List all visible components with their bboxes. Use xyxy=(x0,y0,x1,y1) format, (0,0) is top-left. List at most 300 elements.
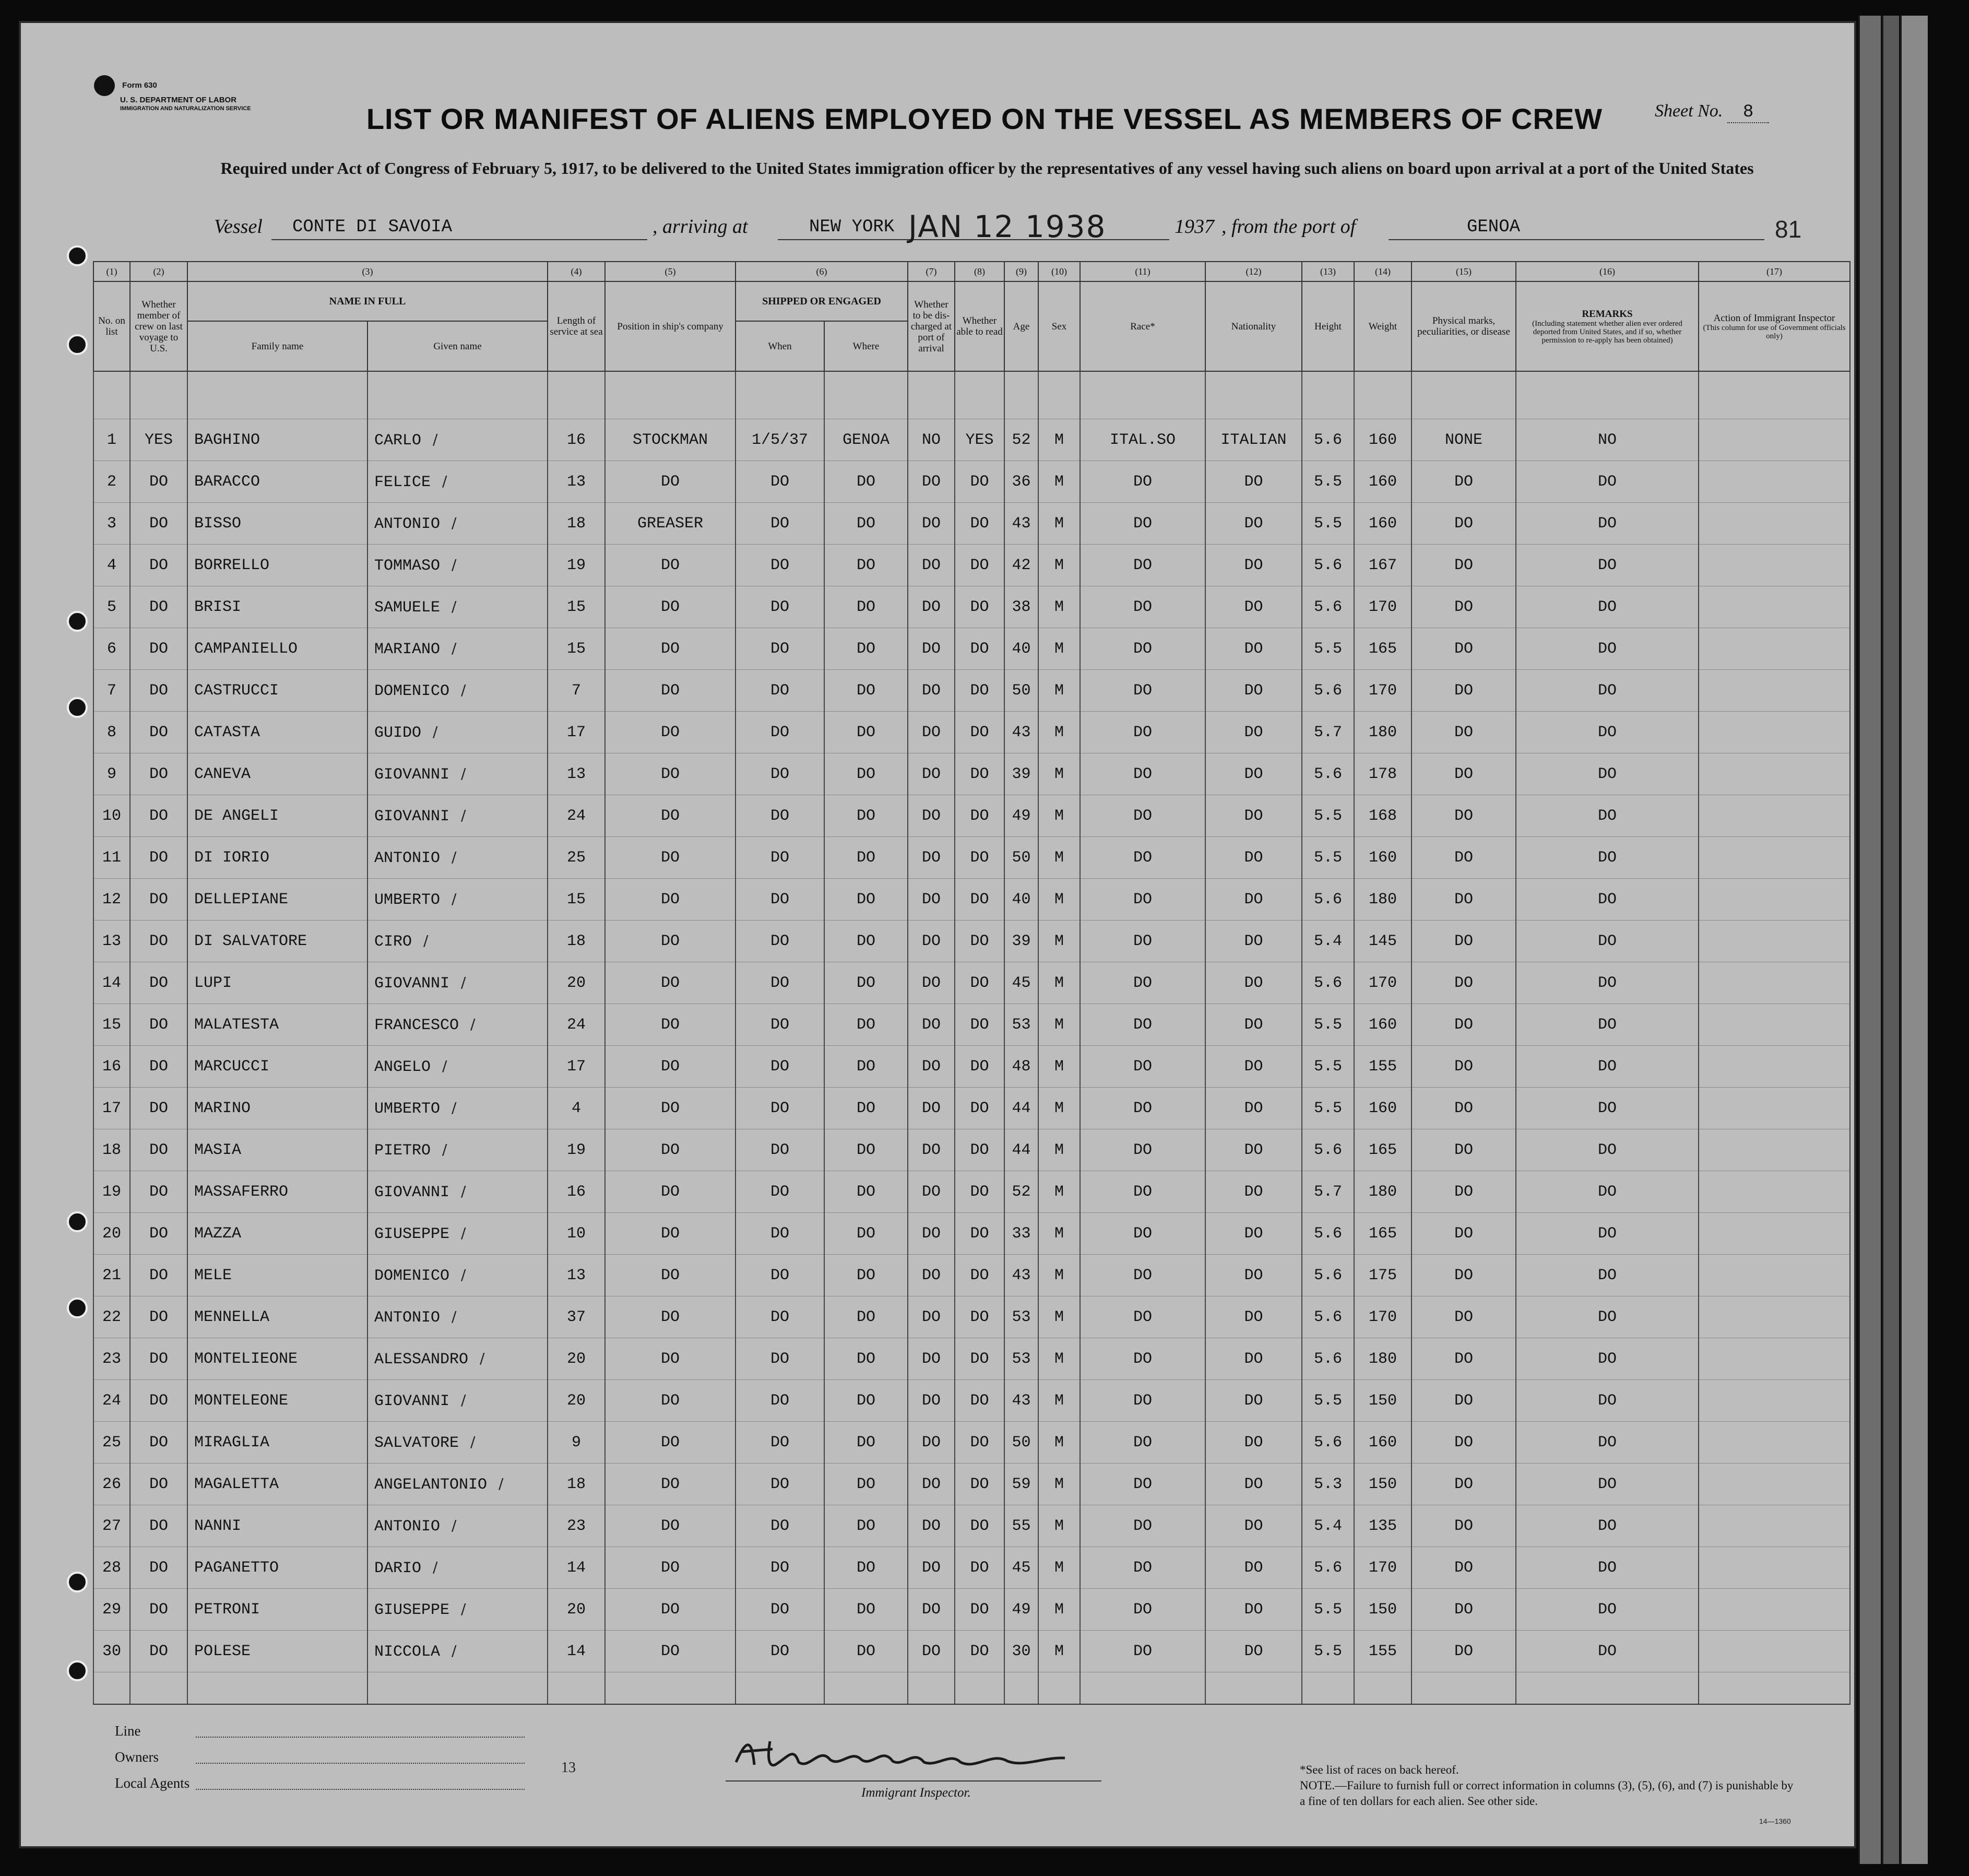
inspector-label: Immigrant Inspector. xyxy=(861,1786,971,1800)
cell-family-name: CAMPANIELLO xyxy=(187,628,367,670)
cell-remarks: DO xyxy=(1516,1422,1699,1464)
cell-height: 5.6 xyxy=(1302,1255,1354,1296)
cell-service: 19 xyxy=(548,1129,605,1171)
cell-read: DO xyxy=(955,1088,1004,1129)
cell-family-name: DE ANGELI xyxy=(187,795,367,837)
cell-family-name: MENNELLA xyxy=(187,1296,367,1338)
cell-remarks: DO xyxy=(1516,545,1699,586)
department-seal-icon xyxy=(94,75,115,96)
table-row xyxy=(93,795,1850,837)
cell-remarks: DO xyxy=(1516,879,1699,921)
col-header-age: Age xyxy=(1004,281,1038,371)
cell-last-voyage: YES xyxy=(130,419,187,461)
cell-physical: DO xyxy=(1411,1422,1516,1464)
cell-where: GENOA xyxy=(824,419,908,461)
cell-no: 27 xyxy=(93,1505,130,1547)
col-header-action: Action of Immigrant Inspector (This column for use of Government officials only) xyxy=(1699,281,1850,371)
page-subtitle: Required under Act of Congress of February 5, 1917, to be delivered to the United States immigration officer by the representatives of any vessel having such aliens on board upon arrival at a port of the United States xyxy=(220,159,1754,178)
cell-height: 5.6 xyxy=(1302,1338,1354,1380)
cell-read: DO xyxy=(955,1631,1004,1672)
cell-no: 5 xyxy=(93,586,130,628)
cell-race: DO xyxy=(1080,712,1205,753)
cell-given-name: FRANCESCO / xyxy=(367,1004,548,1046)
cell-service: 15 xyxy=(548,879,605,921)
cell-last-voyage: DO xyxy=(130,503,187,545)
cell-physical: DO xyxy=(1411,545,1516,586)
cell-no: 16 xyxy=(93,1046,130,1088)
cell-when: DO xyxy=(736,461,824,503)
col-num-15: (15) xyxy=(1411,262,1516,281)
cell-inspector-action xyxy=(1699,795,1850,837)
cell-service: 23 xyxy=(548,1505,605,1547)
cell-discharged: DO xyxy=(908,1088,955,1129)
cell-when: DO xyxy=(736,586,824,628)
table-row xyxy=(93,753,1850,795)
cell-sex: M xyxy=(1038,1255,1080,1296)
cell-race: DO xyxy=(1080,1129,1205,1171)
cell-where: DO xyxy=(824,712,908,753)
cell-family-name: CASTRUCCI xyxy=(187,670,367,712)
cell-height: 5.6 xyxy=(1302,1296,1354,1338)
cell-weight: 170 xyxy=(1354,670,1411,712)
check-mark-icon: / xyxy=(470,1433,476,1450)
check-mark-icon: / xyxy=(433,1558,438,1576)
col-header-family-name: Family name xyxy=(187,321,367,371)
table-row xyxy=(93,586,1850,628)
cell-race: DO xyxy=(1080,586,1205,628)
cell-position: DO xyxy=(605,1631,736,1672)
cell-remarks: DO xyxy=(1516,1380,1699,1422)
table-row xyxy=(93,1422,1850,1464)
cell-inspector-action xyxy=(1699,1631,1850,1672)
cell-no: 12 xyxy=(93,879,130,921)
cell-remarks: DO xyxy=(1516,1213,1699,1255)
cell-no: 11 xyxy=(93,837,130,879)
cell-inspector-action xyxy=(1699,921,1850,962)
cell-service: 17 xyxy=(548,1046,605,1088)
cell-physical: DO xyxy=(1411,795,1516,837)
check-mark-icon: / xyxy=(499,1474,504,1492)
cell-family-name: MELE xyxy=(187,1255,367,1296)
cell-position: DO xyxy=(605,712,736,753)
cell-race: DO xyxy=(1080,795,1205,837)
col-num-6: (6) xyxy=(736,262,908,281)
cell-sex: M xyxy=(1038,1505,1080,1547)
cell-physical: DO xyxy=(1411,1255,1516,1296)
cell-nationality: DO xyxy=(1205,628,1302,670)
binder-hole-icon xyxy=(67,1297,88,1318)
cell-weight: 175 xyxy=(1354,1255,1411,1296)
cell-weight: 170 xyxy=(1354,1547,1411,1589)
cell-inspector-action xyxy=(1699,1088,1850,1129)
cell-nationality: DO xyxy=(1205,1255,1302,1296)
form-department: U. S. DEPARTMENT OF LABOR xyxy=(120,96,237,104)
cell-sex: M xyxy=(1038,419,1080,461)
cell-no: 3 xyxy=(93,503,130,545)
cell-race: DO xyxy=(1080,921,1205,962)
cell-height: 5.6 xyxy=(1302,419,1354,461)
cell-height: 5.5 xyxy=(1302,1088,1354,1129)
cell-position: DO xyxy=(605,753,736,795)
cell-where: DO xyxy=(824,1088,908,1129)
cell-position: DO xyxy=(605,670,736,712)
cell-last-voyage: DO xyxy=(130,1171,187,1213)
cell-family-name: MONTELEONE xyxy=(187,1380,367,1422)
cell-where: DO xyxy=(824,586,908,628)
cell-inspector-action xyxy=(1699,712,1850,753)
cell-where: DO xyxy=(824,1171,908,1213)
cell-given-name: PIETRO / xyxy=(367,1129,548,1171)
cell-discharged: DO xyxy=(908,837,955,879)
cell-when: DO xyxy=(736,1213,824,1255)
cell-remarks: NO xyxy=(1516,419,1699,461)
cell-where: DO xyxy=(824,1129,908,1171)
cell-position: DO xyxy=(605,461,736,503)
cell-sex: M xyxy=(1038,586,1080,628)
cell-read: DO xyxy=(955,586,1004,628)
check-mark-icon: / xyxy=(433,430,438,448)
col-header-no: No. on list xyxy=(93,281,130,371)
cell-inspector-action xyxy=(1699,1380,1850,1422)
cell-remarks: DO xyxy=(1516,1046,1699,1088)
check-mark-icon: / xyxy=(461,806,466,824)
cell-no: 1 xyxy=(93,419,130,461)
cell-physical: DO xyxy=(1411,503,1516,545)
cell-weight: 180 xyxy=(1354,712,1411,753)
check-mark-icon: / xyxy=(452,597,457,615)
signature-rule xyxy=(726,1780,1101,1781)
cell-service: 14 xyxy=(548,1631,605,1672)
cell-discharged: DO xyxy=(908,795,955,837)
cell-service: 16 xyxy=(548,1171,605,1213)
cell-weight: 168 xyxy=(1354,795,1411,837)
cell-inspector-action xyxy=(1699,753,1850,795)
cell-sex: M xyxy=(1038,1296,1080,1338)
cell-race: DO xyxy=(1080,962,1205,1004)
cell-remarks: DO xyxy=(1516,1547,1699,1589)
cell-nationality: DO xyxy=(1205,1088,1302,1129)
cell-remarks: DO xyxy=(1516,1088,1699,1129)
cell-no: 25 xyxy=(93,1422,130,1464)
check-mark-icon: / xyxy=(452,1642,457,1659)
cell-sex: M xyxy=(1038,1129,1080,1171)
cell-given-name: GIUSEPPE / xyxy=(367,1589,548,1631)
cell-height: 5.4 xyxy=(1302,921,1354,962)
cell-race: DO xyxy=(1080,1505,1205,1547)
cell-height: 5.5 xyxy=(1302,1589,1354,1631)
col-header-nationality: Nationality xyxy=(1205,281,1302,371)
cell-where: DO xyxy=(824,1505,908,1547)
cell-service: 24 xyxy=(548,795,605,837)
cell-nationality: DO xyxy=(1205,1046,1302,1088)
cell-where: DO xyxy=(824,461,908,503)
col-header-weight: Weight xyxy=(1354,281,1411,371)
cell-race: DO xyxy=(1080,1046,1205,1088)
cell-physical: DO xyxy=(1411,879,1516,921)
cell-remarks: DO xyxy=(1516,1255,1699,1296)
cell-age: 45 xyxy=(1004,962,1038,1004)
arrival-date-stamp: JAN 12 1938 xyxy=(908,209,1107,244)
cell-discharged: DO xyxy=(908,586,955,628)
cell-given-name: FELICE / xyxy=(367,461,548,503)
cell-read: DO xyxy=(955,670,1004,712)
cell-when: DO xyxy=(736,1129,824,1171)
cell-age: 53 xyxy=(1004,1004,1038,1046)
cell-read: DO xyxy=(955,753,1004,795)
cell-last-voyage: DO xyxy=(130,1589,187,1631)
cell-family-name: BRISI xyxy=(187,586,367,628)
col-header-given-name: Given name xyxy=(367,321,548,371)
inspector-signature xyxy=(731,1736,1096,1773)
cell-discharged: DO xyxy=(908,1171,955,1213)
cell-inspector-action xyxy=(1699,461,1850,503)
cell-family-name: MASIA xyxy=(187,1129,367,1171)
cell-nationality: DO xyxy=(1205,1505,1302,1547)
cell-discharged: DO xyxy=(908,1046,955,1088)
cell-nationality: DO xyxy=(1205,1213,1302,1255)
cell-nationality: DO xyxy=(1205,1296,1302,1338)
cell-given-name: SAMUELE / xyxy=(367,586,548,628)
cell-family-name: LUPI xyxy=(187,962,367,1004)
table-row xyxy=(93,1004,1850,1046)
cell-sex: M xyxy=(1038,879,1080,921)
cell-weight: 165 xyxy=(1354,628,1411,670)
cell-remarks: DO xyxy=(1516,962,1699,1004)
cell-last-voyage: DO xyxy=(130,712,187,753)
cell-given-name: ANTONIO / xyxy=(367,837,548,879)
cell-no: 21 xyxy=(93,1255,130,1296)
vessel-label: Vessel xyxy=(214,216,263,238)
cell-position: STOCKMAN xyxy=(605,419,736,461)
cell-race: DO xyxy=(1080,1255,1205,1296)
cell-height: 5.5 xyxy=(1302,1046,1354,1088)
cell-when: DO xyxy=(736,1589,824,1631)
table-row xyxy=(93,921,1850,962)
cell-family-name: POLESE xyxy=(187,1631,367,1672)
cell-height: 5.4 xyxy=(1302,1505,1354,1547)
cell-where: DO xyxy=(824,837,908,879)
cell-physical: DO xyxy=(1411,753,1516,795)
cell-where: DO xyxy=(824,962,908,1004)
cell-last-voyage: DO xyxy=(130,921,187,962)
cell-physical: DO xyxy=(1411,1088,1516,1129)
table-row xyxy=(93,1255,1850,1296)
cell-service: 4 xyxy=(548,1088,605,1129)
cell-height: 5.6 xyxy=(1302,1213,1354,1255)
cell-family-name: DELLEPIANE xyxy=(187,879,367,921)
footer-fields xyxy=(99,1723,569,1801)
cell-position: DO xyxy=(605,586,736,628)
cell-given-name: ANTONIO / xyxy=(367,503,548,545)
col-num-1: (1) xyxy=(93,262,130,281)
cell-position: DO xyxy=(605,1296,736,1338)
cell-position: DO xyxy=(605,545,736,586)
cell-inspector-action xyxy=(1699,1547,1850,1589)
cell-age: 36 xyxy=(1004,461,1038,503)
cell-race: DO xyxy=(1080,1422,1205,1464)
cell-family-name: MARCUCCI xyxy=(187,1046,367,1088)
cell-discharged: DO xyxy=(908,1422,955,1464)
cell-race: DO xyxy=(1080,1380,1205,1422)
cell-read: DO xyxy=(955,545,1004,586)
cell-where: DO xyxy=(824,1296,908,1338)
cell-position: DO xyxy=(605,1088,736,1129)
cell-discharged: DO xyxy=(908,1631,955,1672)
cell-last-voyage: DO xyxy=(130,1088,187,1129)
col-num-17: (17) xyxy=(1699,262,1850,281)
cell-race: DO xyxy=(1080,1338,1205,1380)
cell-service: 37 xyxy=(548,1296,605,1338)
table-row xyxy=(93,837,1850,879)
cell-weight: 160 xyxy=(1354,1088,1411,1129)
penalty-note: NOTE.—Failure to furnish full or correct information in columns (3), (5), (6), and (7) is punishable by a fine of ten dollars for each alien. See other side. xyxy=(1300,1779,1794,1808)
cell-discharged: DO xyxy=(908,921,955,962)
cell-given-name: DOMENICO / xyxy=(367,1255,548,1296)
cell-given-name: CIRO / xyxy=(367,921,548,962)
cell-height: 5.5 xyxy=(1302,503,1354,545)
cell-sex: M xyxy=(1038,1088,1080,1129)
cell-no: 14 xyxy=(93,962,130,1004)
cell-nationality: DO xyxy=(1205,586,1302,628)
cell-age: 43 xyxy=(1004,1380,1038,1422)
cell-when: DO xyxy=(736,545,824,586)
cell-when: DO xyxy=(736,1338,824,1380)
cell-nationality: DO xyxy=(1205,545,1302,586)
table-row xyxy=(93,670,1850,712)
cell-no: 22 xyxy=(93,1296,130,1338)
cell-height: 5.6 xyxy=(1302,1129,1354,1171)
cell-age: 30 xyxy=(1004,1631,1038,1672)
cell-discharged: DO xyxy=(908,670,955,712)
cell-sex: M xyxy=(1038,1380,1080,1422)
cell-family-name: PAGANETTO xyxy=(187,1547,367,1589)
cell-age: 50 xyxy=(1004,670,1038,712)
page-number: 81 xyxy=(1775,216,1802,243)
cell-given-name: GIOVANNI / xyxy=(367,753,548,795)
cell-height: 5.6 xyxy=(1302,753,1354,795)
cell-remarks: DO xyxy=(1516,795,1699,837)
cell-physical: DO xyxy=(1411,1589,1516,1631)
cell-sex: M xyxy=(1038,795,1080,837)
cell-nationality: DO xyxy=(1205,1129,1302,1171)
col-header-race: Race* xyxy=(1080,281,1205,371)
binder-hole-icon xyxy=(67,611,88,632)
cell-physical: DO xyxy=(1411,586,1516,628)
col-header-read: Whether able to read xyxy=(955,281,1004,371)
cell-read: DO xyxy=(955,1505,1004,1547)
cell-position: DO xyxy=(605,1338,736,1380)
cell-inspector-action xyxy=(1699,419,1850,461)
cell-service: 9 xyxy=(548,1422,605,1464)
check-mark-icon: / xyxy=(423,931,429,949)
cell-remarks: DO xyxy=(1516,461,1699,503)
cell-race: DO xyxy=(1080,628,1205,670)
cell-race: DO xyxy=(1080,1631,1205,1672)
cell-age: 42 xyxy=(1004,545,1038,586)
cell-height: 5.5 xyxy=(1302,837,1354,879)
cell-height: 5.6 xyxy=(1302,586,1354,628)
cell-family-name: BARACCO xyxy=(187,461,367,503)
cell-when: DO xyxy=(736,1380,824,1422)
cell-family-name: MARINO xyxy=(187,1088,367,1129)
cell-remarks: DO xyxy=(1516,586,1699,628)
table-row xyxy=(93,503,1850,545)
cell-family-name: NANNI xyxy=(187,1505,367,1547)
cell-last-voyage: DO xyxy=(130,1338,187,1380)
cell-remarks: DO xyxy=(1516,1129,1699,1171)
col-num-10: (10) xyxy=(1038,262,1080,281)
cell-service: 17 xyxy=(548,712,605,753)
cell-race: DO xyxy=(1080,1464,1205,1505)
cell-race: DO xyxy=(1080,1589,1205,1631)
col-header-sex: Sex xyxy=(1038,281,1080,371)
cell-age: 59 xyxy=(1004,1464,1038,1505)
cell-discharged: DO xyxy=(908,1129,955,1171)
cell-sex: M xyxy=(1038,1464,1080,1505)
cell-weight: 165 xyxy=(1354,1213,1411,1255)
cell-service: 20 xyxy=(548,1380,605,1422)
cell-age: 49 xyxy=(1004,1589,1038,1631)
cell-discharged: DO xyxy=(908,753,955,795)
cell-no: 26 xyxy=(93,1464,130,1505)
check-mark-icon: / xyxy=(452,514,457,532)
cell-given-name: DOMENICO / xyxy=(367,670,548,712)
cell-when: DO xyxy=(736,503,824,545)
races-note: *See list of races on back hereof. xyxy=(1300,1763,1459,1776)
cell-family-name: MIRAGLIA xyxy=(187,1422,367,1464)
cell-nationality: DO xyxy=(1205,712,1302,753)
cell-discharged: DO xyxy=(908,461,955,503)
cell-sex: M xyxy=(1038,1213,1080,1255)
cell-when: DO xyxy=(736,1547,824,1589)
table-row xyxy=(93,1380,1850,1422)
table-row xyxy=(93,1296,1850,1338)
cell-race: DO xyxy=(1080,1004,1205,1046)
cell-position: DO xyxy=(605,628,736,670)
check-mark-icon: / xyxy=(461,681,466,699)
cell-position: DO xyxy=(605,1505,736,1547)
cell-read: DO xyxy=(955,503,1004,545)
cell-no: 4 xyxy=(93,545,130,586)
cell-physical: DO xyxy=(1411,670,1516,712)
cell-last-voyage: DO xyxy=(130,962,187,1004)
table-row xyxy=(93,1464,1850,1505)
cell-height: 5.7 xyxy=(1302,1171,1354,1213)
cell-physical: DO xyxy=(1411,712,1516,753)
cell-nationality: DO xyxy=(1205,753,1302,795)
cell-remarks: DO xyxy=(1516,1505,1699,1547)
cell-discharged: DO xyxy=(908,503,955,545)
table-row xyxy=(93,1631,1850,1672)
cell-family-name: PETRONI xyxy=(187,1589,367,1631)
cell-physical: DO xyxy=(1411,1004,1516,1046)
cell-weight: 145 xyxy=(1354,921,1411,962)
cell-when: DO xyxy=(736,1464,824,1505)
cell-sex: M xyxy=(1038,1589,1080,1631)
table-row xyxy=(93,1129,1850,1171)
cell-read: DO xyxy=(955,1046,1004,1088)
cell-discharged: DO xyxy=(908,1296,955,1338)
check-mark-icon: / xyxy=(461,1266,466,1283)
cell-age: 45 xyxy=(1004,1547,1038,1589)
cell-height: 5.5 xyxy=(1302,795,1354,837)
cell-remarks: DO xyxy=(1516,1004,1699,1046)
cell-given-name: GIOVANNI / xyxy=(367,962,548,1004)
cell-family-name: BISSO xyxy=(187,503,367,545)
cell-discharged: DO xyxy=(908,1589,955,1631)
cell-inspector-action xyxy=(1699,1338,1850,1380)
cell-physical: DO xyxy=(1411,962,1516,1004)
